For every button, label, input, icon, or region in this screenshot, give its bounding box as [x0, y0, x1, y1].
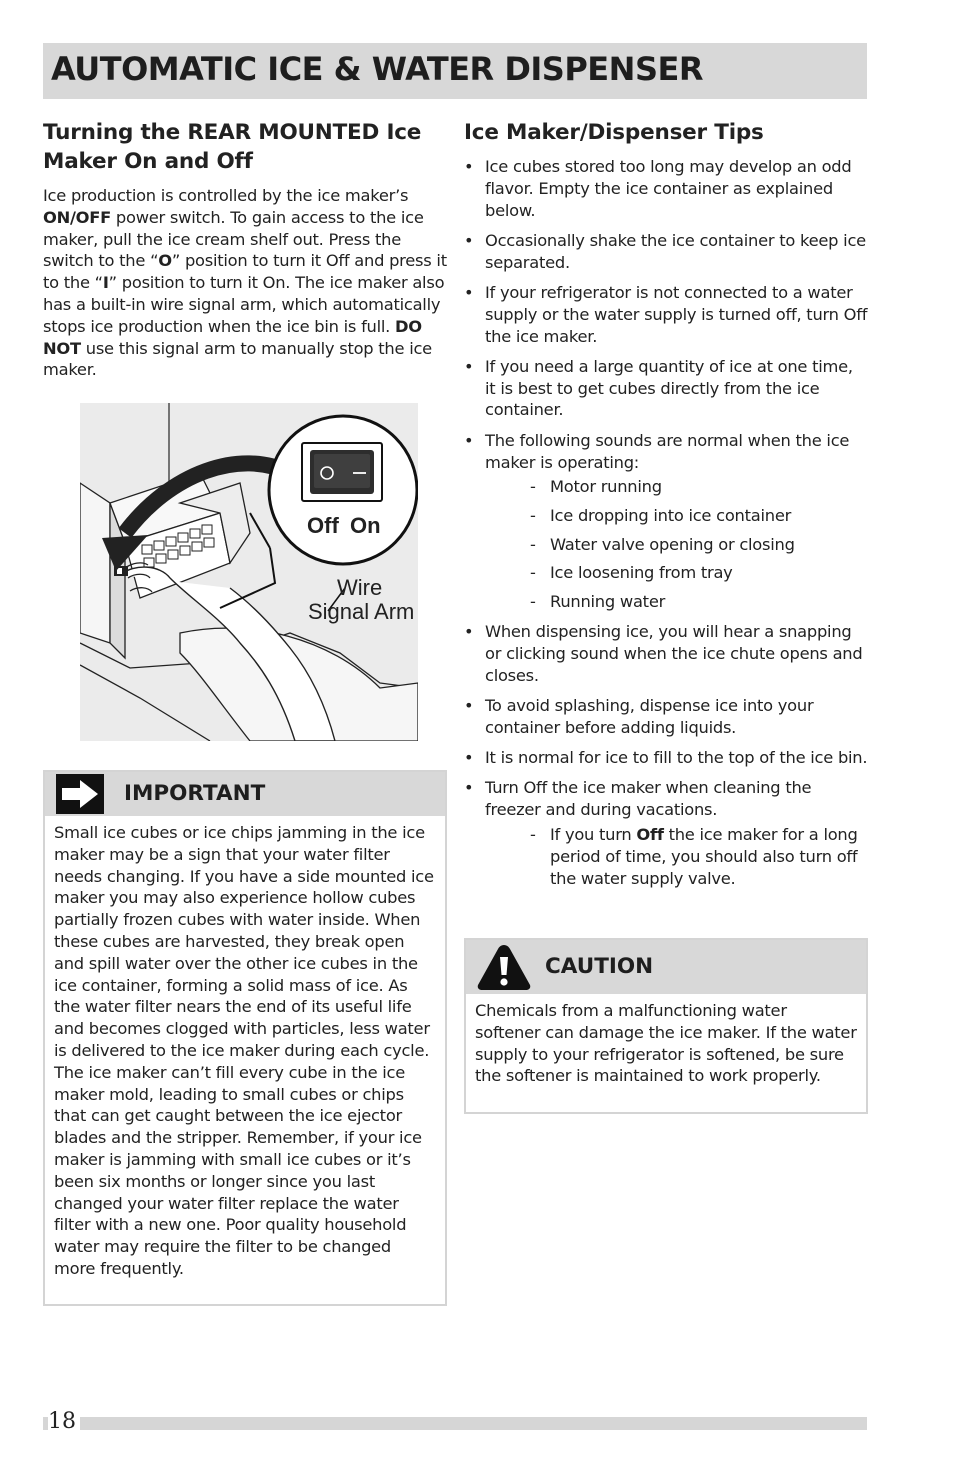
bullet-glyph: • — [464, 622, 474, 642]
bullet-glyph: • — [464, 695, 474, 715]
bullet-glyph: • — [464, 430, 474, 450]
tips-list — [464, 156, 868, 889]
important-text: Small ice cubes or ice chips jamming in the ice maker may be a sign that your water filter needs changing. If you have a side mounted ice maker you may also experience hollow cubes partially frozen cubes with water inside. When these cubes are harvested, they break open and spill water over the other ice cubes in the ice container, forming a solid mass of ice. As the water filter nears the end of its useful life and becomes clogged with particles, less water is delivered to the ice maker during each cycle. The ice maker can’t fill every cube in the ice maker mold, leading to small cubes or chips that can get caught between the ice ejector blades and the stripper. Remember, if your ice maker is jamming with small ice cubes or it’s been six months or longer since you last changed your water filter replace the water filter with a new one. Poor quality household water may require the filter to be changed more frequently. — [54, 823, 434, 1278]
tip-item — [464, 747, 868, 769]
caution-notice — [464, 938, 868, 1114]
section-heading-ice-maker-on-off: Turning the REAR MOUNTED Ice Maker On and Off — [43, 120, 422, 174]
bullet-glyph: • — [464, 356, 474, 376]
caution-label: CAUTION — [545, 954, 654, 979]
intro-paragraph — [43, 185, 447, 381]
intro-bold-do-not: DO NOT — [43, 316, 422, 358]
switch-on-label: On — [350, 513, 381, 538]
ice-maker-illustration — [80, 403, 418, 741]
sounds-list — [485, 476, 868, 612]
sound-item — [485, 562, 868, 584]
ice-maker-drawing — [80, 403, 418, 741]
tip-item — [464, 695, 868, 739]
bullet-glyph: • — [464, 157, 474, 176]
exclamation-triangle-icon — [476, 943, 532, 991]
important-body — [45, 816, 445, 1286]
caution-header — [466, 940, 866, 994]
sound-text: Motor running — [550, 477, 662, 497]
off-note-item — [485, 824, 868, 889]
switch-off-label: Off — [307, 513, 339, 538]
intro-text-4: ” position to turn it On. The ice maker also has a built-in wire signal arm, which automatically stops ice production when the ice bin is full. — [43, 273, 445, 336]
sound-text: Running water — [550, 591, 666, 611]
sound-text: Ice dropping into ice container — [550, 505, 792, 525]
page-title-bar — [43, 43, 867, 99]
intro-text-2: power switch. To gain access to the ice maker, pull the ice cream shelf out. Press the switch to the “ — [43, 207, 424, 271]
dash-glyph: - — [530, 824, 536, 844]
off-note-text-2: the ice maker for a long period of time, you should also turn off the water supply valve. — [550, 824, 858, 888]
bullet-glyph: • — [464, 778, 474, 798]
intro-text-1: Ice production is controlled by the ice maker’s — [43, 186, 409, 205]
bullet-glyph: • — [464, 748, 474, 768]
sound-item — [485, 591, 868, 613]
sound-text: Water valve opening or closing — [550, 534, 795, 554]
tip-item — [464, 356, 868, 421]
caution-text: Chemicals from a malfunctioning water softener can damage the ice maker. If the water supply to your refrigerator is softened, be sure the softener is maintained to work properly. — [475, 1001, 857, 1086]
tip-item — [464, 777, 868, 889]
intro-text-5: use this signal arm to manually stop the ice maker. — [43, 338, 432, 380]
dash-glyph: - — [530, 563, 536, 583]
bullet-glyph: • — [464, 282, 474, 302]
important-label: IMPORTANT — [124, 781, 266, 806]
sound-item — [485, 476, 868, 498]
page-title: AUTOMATIC ICE & WATER DISPENSER — [51, 50, 703, 88]
page-number: 18 — [48, 1409, 80, 1434]
important-notice — [43, 770, 447, 1306]
intro-bold-o: O — [158, 251, 172, 271]
wire-label-line2: Signal Arm — [308, 599, 415, 624]
left-column — [43, 118, 447, 381]
tip-text: Turn Off the ice maker when cleaning the freezer and during vacations. — [485, 778, 812, 820]
arrow-right-icon — [56, 774, 104, 814]
tip-text: If you need a large quantity of ice at one time, it is best to get cubes directly from the ice container. — [485, 356, 853, 420]
tip-item — [464, 230, 868, 274]
off-note-list — [485, 824, 868, 889]
sound-text: Ice loosening from tray — [550, 563, 733, 583]
sound-item — [485, 534, 868, 556]
tip-text: The following sounds are normal when the ice maker is operating: — [485, 430, 850, 472]
tip-item — [464, 430, 868, 613]
right-column — [464, 118, 868, 898]
off-note-text-1: If you turn — [550, 824, 637, 844]
section-heading-tips: Ice Maker/Dispenser Tips — [464, 120, 764, 145]
intro-bold-i: I — [102, 273, 109, 293]
tip-text: If your refrigerator is not connected to a water supply or the water supply is turned off, turn Off the ice maker. — [485, 282, 868, 346]
caution-body — [466, 994, 866, 1093]
tip-text: Ice cubes stored too long may develop an odd flavor. Empty the ice container as explained below. — [485, 157, 852, 220]
sound-item — [485, 505, 868, 527]
dash-glyph: - — [530, 477, 536, 497]
bullet-glyph: • — [464, 230, 474, 250]
tip-item — [464, 282, 868, 347]
tip-text: To avoid splashing, dispense ice into your container before adding liquids. — [485, 695, 814, 737]
tip-text: Occasionally shake the ice container to keep ice separated. — [485, 230, 866, 272]
dash-glyph: - — [530, 591, 536, 611]
dash-glyph: - — [530, 534, 536, 554]
wire-label-line1: Wire — [337, 575, 383, 600]
footer-bar — [43, 1417, 867, 1430]
intro-text-3: ” position to turn it Off and press it to the “ — [43, 251, 447, 293]
intro-bold-on-off: ON/OFF — [43, 207, 111, 227]
tip-item — [464, 621, 868, 686]
dash-glyph: - — [530, 505, 536, 525]
off-note-bold: Off — [636, 824, 664, 844]
tip-text: When dispensing ice, you will hear a snapping or clicking sound when the ice chute opens and closes. — [485, 622, 863, 685]
tip-item — [464, 156, 868, 221]
tip-text: It is normal for ice to fill to the top of the ice bin. — [485, 748, 868, 768]
important-header — [45, 772, 445, 816]
